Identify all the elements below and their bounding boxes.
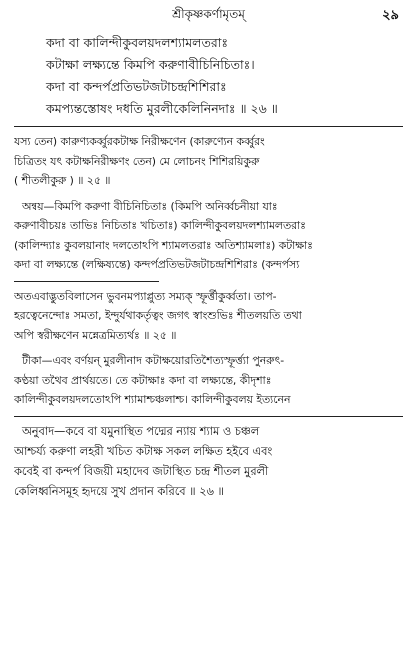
- verse-line: কমপ্যন্তস্তোষং দধতি মুরলীকেলিনিনদাঃ ॥ ২৬ ॥: [46, 101, 278, 116]
- anubad-paragraph: [14, 422, 403, 502]
- text-line: কণ্ঠয়া তথৈব প্রার্থয়তে। তে কটাক্ষাঃ কদা বা লক্ষ্যন্তে, কীদৃশাঃ: [14, 373, 272, 387]
- divider: [14, 416, 403, 417]
- page-number: ২৯: [382, 8, 399, 23]
- text-line: অনুবাদ—কবে বা যমুনাস্থিত পদ্মের ন্যায় শ্যাম ও চঞ্চল: [22, 424, 260, 438]
- book-title: শ্রীকৃষ্ণকর্ণামৃতম্: [172, 7, 245, 21]
- verse-line: কটাক্ষা লক্ষ্যন্তে কিমপি করুণাবীচিনিচিতাঃ।: [46, 57, 255, 72]
- divider: [14, 281, 159, 282]
- tika-paragraph: [14, 351, 403, 410]
- anvaya-paragraph: [14, 197, 403, 275]
- text-line: কবেই বা কন্দর্প বিজয়ী মহাদেব জটাস্থিত চন্দ্র শীতল মুরলী: [14, 464, 269, 478]
- text-line: কালিন্দীকুবলয়দলতোঽপি শ্যামাশ্চঞ্চলাশ্চ। কালিন্দীকুবলয় ইত্যনেন: [14, 393, 291, 406]
- text-line: অপি স্বরীক্ষণেন মন্নেত্রমিত্যর্থঃ ॥ ২৫ ॥: [14, 328, 177, 342]
- commentary-continuation: [14, 132, 403, 191]
- page-header: [14, 6, 403, 26]
- verse-line: কদা বা কন্দর্পপ্রতিভটজটাচন্দ্রশিশিরাঃ: [46, 79, 227, 94]
- text-line: কদা বা লক্ষ্যন্তে (লক্ষিষ্যন্তে) কন্দর্পপ্রতিভটজটাচন্দ্রশিশিরাঃ (কন্দর্পস্য: [14, 258, 300, 271]
- text-line: টীকা—এবং বর্ণয়ন্ মুরলীনাদ কটাক্ষয়োরতিশৈত্যস্ফূর্ত্ত্যা পুনরুৎ-: [22, 354, 285, 367]
- text-line: চিত্রিতং যৎ কটাক্ষনিরীক্ষণং তেন) মে লোচনং শিশিরয়িকুরু: [14, 154, 260, 168]
- verse-line: কদা বা কালিন্দীকুবলয়দলশ্যামলতরাঃ: [46, 35, 229, 50]
- commentary-paragraph: [14, 287, 403, 346]
- text-line: আশ্চর্য্য করুণা লহরী খচিত কটাক্ষ সকল লক্ষিত হইবে এবং: [14, 444, 273, 458]
- text-line: অন্বয়—কিমপি করুণা বীচিনিচিতাঃ (কিমপি অনির্ব্বচনীয়া যাঃ: [22, 199, 278, 213]
- text-line: হরত্বেনেন্দোঃ সমতা, ইন্দুর্যথাকর্তৃত্বং জগৎ স্বাংশুভিঃ শীতলয়তি তথা: [14, 309, 302, 322]
- text-line: কেলিধ্বনিসমূহ হৃদয়ে সুখ প্রদান করিবে ॥ ২৬ ॥: [14, 484, 224, 498]
- text-line: অতএবাদ্ভুতবিলাসেন ভুবনমপ্যাপ্লুত্য সম্যক্ স্ফূর্ত্তীকুর্ব্বতা। তাপ-: [14, 289, 277, 303]
- text-line: যস্য তেন) কারুণ্যকর্ব্বুরকটাক্ষ নিরীক্ষণেন (কারুণ্যেন কর্ব্বুরং: [14, 135, 265, 148]
- divider: [14, 126, 403, 127]
- text-line: (কালিন্দ্যাঃ কুবলয়ানাং দলতোঽপি শ্যামলতরাঃ অতিশ্যামলাঃ) কটাক্ষাঃ: [14, 238, 313, 252]
- verse-block: [14, 32, 403, 120]
- text-line: করুণাবীচয়ঃ তাভিঃ নিচিতাঃ খচিতাঃ) কালিন্দীকুবলয়দলশ্যামলতরাঃ: [14, 219, 306, 232]
- text-line: ( শীতলীকুরু ) ॥ ২৫ ॥: [14, 174, 111, 187]
